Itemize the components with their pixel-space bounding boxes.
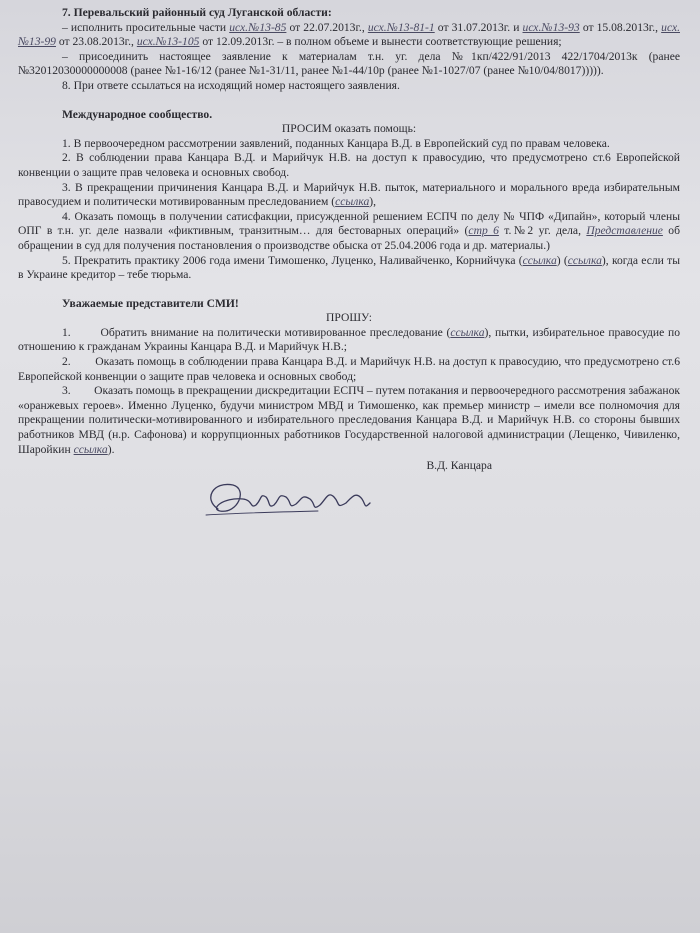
international-item-3: 3. В прекращении причинения Канцара В.Д. и Марийчук Н.В. пыток, материального и морального вреда избирательным правосудием и политически мотивированным преследованием (ссылка), (18, 180, 680, 209)
ref-link-submission[interactable]: Представление (586, 224, 663, 238)
ref-link-13-81-1[interactable]: исх.№13-81-1 (367, 20, 435, 34)
ref-link[interactable]: ссылка (567, 253, 602, 267)
ref-link-13-93[interactable]: исх.№13-93 (522, 20, 580, 34)
signer-name: В.Д. Канцара (426, 459, 492, 473)
international-item-1: 1. В первоочередном рассмотрении заявлений, поданных Канцара В.Д. в Европейский суд по правам человека. (62, 136, 610, 150)
document-body (18, 6, 680, 527)
international-request: ПРОСИМ оказать помощь: (281, 122, 417, 136)
ref-link-13-99[interactable]: исх.№13-99 (18, 20, 680, 49)
court-heading: 7. Перевальский районный суд Луганской области: (62, 6, 332, 19)
international-item-4: 4. Оказать помощь в получении сатисфакции, присужденной решением ЕСПЧ по делу № ЧПФ «Дипайн», который члены ОПГ в т.н. уг. деле назвали «фиктивным, транзитным… для бестоварных операций» (стр 6 т.№2 уг. дела, Представление об обращении в суд для получения постановления о производстве обыска от 25.04.2006 года и др. материалы.) (18, 209, 680, 252)
international-heading: Международное сообщество. (62, 107, 213, 121)
international-item-2: 2. В соблюдении права Канцара В.Д. и Марийчук Н.В. на доступ к правосудию, что предусмотрено ст.6 Европейской конвенции о защите прав человека и основных свобод. (18, 151, 680, 179)
media-item-1: 1. Обратить внимание на политически мотивированное преследование (ссылка), пытки, избирательное правосудие по отношению к гражданам Украины Канцара В.Д. и Марийчук Н.В.; (18, 325, 680, 354)
media-request: ПРОШУ: (325, 311, 373, 325)
media-item-2: 2. Оказать помощь в соблюдении права Канцара В.Д. и Марийчук Н.В. на доступ к правосудию, что предусмотрено ст.6 Европейской конвенции о защите прав человека и основных свобод; (18, 355, 680, 383)
ref-link[interactable]: ссылка (522, 253, 557, 267)
ref-link-13-105[interactable]: исх.№13-105 (136, 35, 200, 49)
ref-link[interactable]: ссылка (450, 325, 485, 339)
media-heading: Уважаемые представители СМИ! (62, 296, 239, 310)
international-item-5: 5. Прекратить практику 2006 года имени Тимошенко, Луценко, Наливайченко, Корнийчука (ссылка) (ссылка), когда если ты в Украине кредитор – тебе тюрьма. (18, 253, 680, 282)
court-item-8: 8. При ответе ссылаться на исходящий номер настоящего заявления. (62, 78, 400, 92)
ref-link-13-85[interactable]: исх.№13-85 (229, 20, 287, 34)
signature-block (18, 457, 680, 527)
media-item-3: 3. Оказать помощь в прекращении дискредитации ЕСПЧ – путем потакания и первоочередного рассмотрения забажанок «оранжевых героев». Именно Луценко, будучи министром МВД и Тимошенко, как премьер министр – имели все полномочия для прекращении политически-мотивированного и избирательного преследования Канцара В.Д. и Марийчук Н.В. со стороны бывших работников МВД (н.р. Сафонова) и коррупционных работников Государственной налоговой администрации (Лещенко, Чивиленко, Шаройкин ссылка). (18, 384, 681, 456)
ref-link[interactable]: ссылка (73, 442, 108, 456)
court-item-attach: – присоединить настоящее заявление к материалам т.н. уг. дела №1кп/422/91/2013 422/1704/2013к (ранее №32012030000000008 (ранее №1-16/12 (ранее №1-31/11, ранее №1-44/10р (ранее №1-1027/07 (ранее №10/04/8017))))). (18, 49, 680, 78)
ref-link[interactable]: ссылка (335, 195, 370, 209)
court-item-execute: – исполнить просительные части исх.№13-85 от 22.07.2013г., исх.№13-81-1 от 31.07.2013г. и исх.№13-93 от 15.08.2013г., исх.№13-99 от 23.08.2013г., исх.№13-105 от 12.09.2013г. – в полном объеме и вынести соответствующие решения; (18, 20, 680, 49)
ref-link-page-6[interactable]: стр 6 (468, 224, 499, 238)
handwritten-signature (198, 469, 398, 529)
